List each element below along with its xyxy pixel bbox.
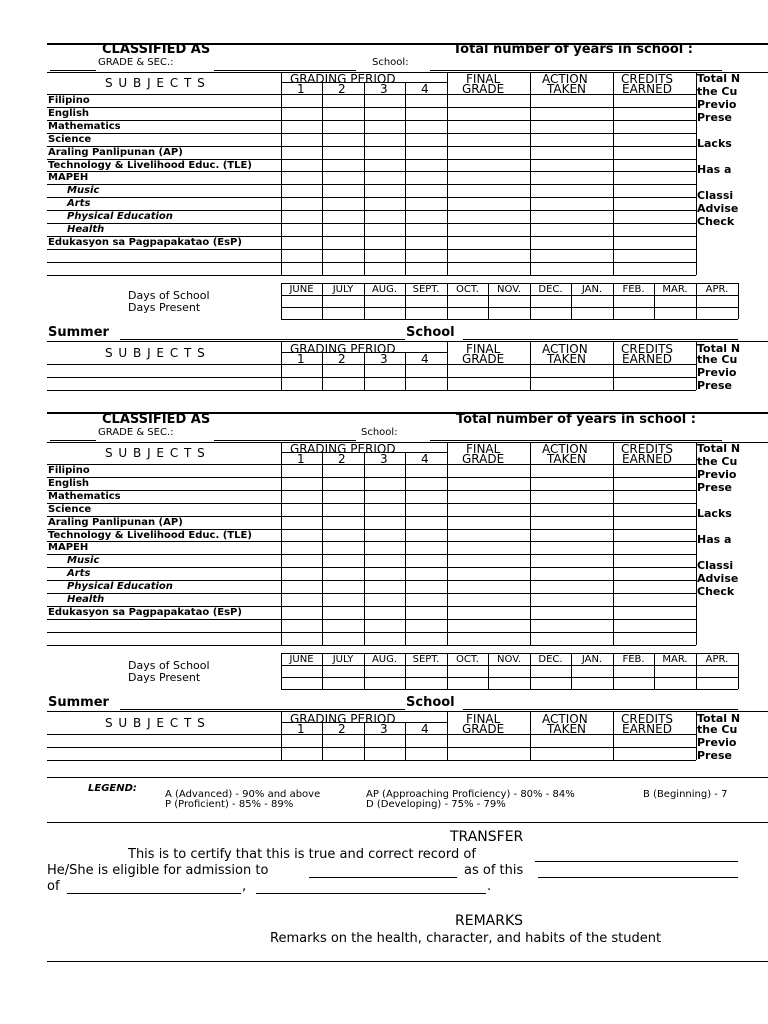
month-label: OCT. <box>456 284 479 295</box>
summer-col-line <box>530 341 531 390</box>
q3-header: 3 <box>380 452 388 466</box>
action-header-2: TAKEN <box>547 82 587 96</box>
rs-classified: Classi <box>697 559 734 572</box>
row-line <box>47 554 696 555</box>
summer-credits-2: EARNED <box>622 722 672 736</box>
col-line <box>281 442 282 645</box>
summer-credits-2: EARNED <box>622 352 672 366</box>
subject-label: Health <box>67 224 105 235</box>
subject-label: Music <box>67 185 100 196</box>
summer-final-1: FINAL <box>466 342 501 356</box>
summer-subjects-header: S U B J E C T S <box>105 716 206 730</box>
header-bottom-line <box>47 464 696 465</box>
summer-rs-total: Total N <box>697 712 741 725</box>
subject-label: Mathematics <box>48 491 121 502</box>
summer-row-2 <box>47 390 696 391</box>
rs-present: Prese <box>697 481 732 494</box>
subject-label: Arts <box>67 198 91 209</box>
final-header-2: GRADE <box>462 452 505 466</box>
subject-label: Technology & Livelihood Educ. (TLE) <box>48 530 252 541</box>
month-label: DEC. <box>538 654 563 665</box>
legend-d: D (Developing) - 75% - 79% <box>366 799 506 810</box>
summer-subjects-header: S U B J E C T S <box>105 346 206 360</box>
row-line <box>47 184 696 185</box>
credits-header-1: CREDITS <box>621 442 674 456</box>
summer-table-top <box>47 341 768 342</box>
of-line-1 <box>67 893 241 894</box>
summer-final-1: FINAL <box>466 712 501 726</box>
row-line <box>47 567 696 568</box>
summer-row-2 <box>47 760 696 761</box>
q1-header: 1 <box>297 452 305 466</box>
summer-row-1 <box>47 747 696 748</box>
summer-rs-present: Prese <box>697 749 732 762</box>
month-label: JAN. <box>581 284 603 295</box>
summer-q4: 4 <box>421 352 429 366</box>
col-line <box>405 452 406 645</box>
subject-label: MAPEH <box>48 172 89 183</box>
as-of-line <box>538 877 738 878</box>
row-line <box>47 593 696 594</box>
summer-school-line <box>463 709 738 710</box>
subject-label: Filipino <box>48 465 90 476</box>
total-years-label: Total number of years in school : <box>453 42 693 57</box>
summer-grading-header: GRADING PERIOD <box>290 712 396 726</box>
action-header-2: TAKEN <box>547 452 587 466</box>
month-label: APR. <box>705 654 729 665</box>
summer-col-line <box>405 352 406 390</box>
summer-action-2: TAKEN <box>547 722 587 736</box>
summer-line <box>120 709 405 710</box>
school-line <box>430 70 722 71</box>
month-bottom-line <box>281 689 738 690</box>
summer-q3: 3 <box>380 352 388 366</box>
row-line <box>47 197 696 198</box>
legend-p: P (Proficient) - 85% - 89% <box>165 799 294 810</box>
summer-label: Summer <box>48 695 109 710</box>
col-line <box>322 82 323 275</box>
row-line <box>47 477 696 478</box>
rs-present: Prese <box>697 111 732 124</box>
row-line <box>47 503 696 504</box>
row-line <box>47 107 696 108</box>
row-line <box>47 645 696 646</box>
summer-col-line <box>281 711 282 760</box>
row-line <box>47 133 696 134</box>
month-label: SEPT. <box>412 284 440 295</box>
summer-q1: 1 <box>297 722 305 736</box>
grade-sec-line <box>214 70 356 71</box>
subject-label: Health <box>67 594 105 605</box>
col-line <box>530 442 531 645</box>
col-line <box>322 452 323 645</box>
summer-label: Summer <box>48 325 109 340</box>
month-mid-line <box>281 665 738 666</box>
col-line <box>364 452 365 645</box>
transfer-title: TRANSFER <box>450 829 524 845</box>
month-label: MAR. <box>662 654 688 665</box>
final-header-1: FINAL <box>466 72 501 86</box>
legend-b: B (Beginning) - 7 <box>643 789 728 800</box>
summer-action-2: TAKEN <box>547 352 587 366</box>
summer-school-label: School <box>406 325 455 340</box>
summer-final-2: GRADE <box>462 352 505 366</box>
of-line-2 <box>256 893 486 894</box>
school-line-2 <box>430 440 722 441</box>
rs-total: Total N <box>697 72 741 85</box>
subject-label: Araling Panlipunan (AP) <box>48 517 183 528</box>
subject-label: Music <box>67 555 100 566</box>
summer-rs-curriculum: the Cu <box>697 723 738 736</box>
row-line <box>47 120 696 121</box>
subject-label: Filipino <box>48 95 90 106</box>
subject-label: Edukasyon sa Pagpapakatao (EsP) <box>48 237 242 248</box>
rs-previous: Previo <box>697 468 737 481</box>
rs-total: Total N <box>697 442 741 455</box>
month-label: JULY <box>332 284 354 295</box>
rs-previous: Previo <box>697 98 737 111</box>
month-label: AUG. <box>371 284 398 295</box>
summer-rs-curriculum: the Cu <box>697 353 738 366</box>
summer-col-line <box>613 341 614 390</box>
month-label: JULY <box>332 654 354 665</box>
subject-label: Science <box>48 504 92 515</box>
q1-header: 1 <box>297 82 305 96</box>
credits-header-2: EARNED <box>622 82 672 96</box>
row-line <box>47 632 696 633</box>
grading-period-header: GRADING PERIOD <box>290 442 396 456</box>
summer-school-label: School <box>406 695 455 710</box>
credits-header-2: EARNED <box>622 452 672 466</box>
summer-grading-header: GRADING PERIOD <box>290 342 396 356</box>
rs-checked: Check <box>697 585 735 598</box>
col-line <box>447 442 448 645</box>
summer-col-line <box>613 711 614 760</box>
grade-line <box>50 70 96 71</box>
classified-as-label: CLASSIFIED AS <box>102 42 211 57</box>
rs-adviser: Advise <box>697 572 739 585</box>
summer-rs-previous: Previo <box>697 736 737 749</box>
summer-rs-present: Prese <box>697 379 732 392</box>
subject-label: Araling Panlipunan (AP) <box>48 147 183 158</box>
final-header-2: GRADE <box>462 82 505 96</box>
col-line <box>613 72 614 275</box>
subject-label: English <box>48 108 90 119</box>
summer-hdr-bottom <box>47 734 696 735</box>
transfer-line2a: He/She is eligible for admission to <box>47 863 269 878</box>
header-bottom-line <box>47 94 696 95</box>
summer-col-line <box>364 352 365 390</box>
subjects-header: S U B J E C T S <box>105 76 206 90</box>
month-col-line <box>738 283 739 319</box>
month-label: SEPT. <box>412 654 440 665</box>
row-line <box>47 619 696 620</box>
month-label: JAN. <box>581 654 603 665</box>
month-mid2-line <box>281 677 738 678</box>
summer-col-line <box>322 352 323 390</box>
month-label: OCT. <box>456 654 479 665</box>
transfer-of: of <box>47 879 60 894</box>
transfer-period: . <box>487 879 492 894</box>
col-line <box>530 72 531 275</box>
row-line <box>47 223 696 224</box>
row-line <box>47 262 696 263</box>
summer-col-line <box>405 722 406 760</box>
grade-line-2 <box>50 440 96 441</box>
rs-curriculum: the Cu <box>697 85 738 98</box>
subject-label: Arts <box>67 568 91 579</box>
classified-as-label-2: CLASSIFIED AS <box>102 412 211 427</box>
action-header-1: ACTION <box>542 442 588 456</box>
summer-col-line <box>447 711 448 760</box>
transfer-line2b: as of this <box>464 863 524 878</box>
summer-table-top <box>47 711 768 712</box>
summer-row-1 <box>47 377 696 378</box>
transfer-comma: , <box>242 879 247 894</box>
q4-header: 4 <box>421 452 429 466</box>
summer-school-line <box>463 339 738 340</box>
subject-label: Mathematics <box>48 121 121 132</box>
grade-sec-line-2 <box>214 440 356 441</box>
q2-header: 2 <box>338 452 346 466</box>
rs-checked: Check <box>697 215 735 228</box>
total-years-label-2: Total number of years in school : <box>456 412 696 427</box>
action-header-1: ACTION <box>542 72 588 86</box>
final-header-1: FINAL <box>466 442 501 456</box>
q2-header: 2 <box>338 82 346 96</box>
col-line <box>405 82 406 275</box>
subject-label: Science <box>48 134 92 145</box>
admission-line <box>309 877 457 878</box>
rs-classified: Classi <box>697 189 734 202</box>
grading-period-header: GRADING PERIOD <box>290 72 396 86</box>
summer-credits-1: CREDITS <box>621 342 674 356</box>
month-mid-line <box>281 295 738 296</box>
subject-label: English <box>48 478 90 489</box>
days-of-school-label: Days of School <box>128 659 210 672</box>
col-line <box>364 82 365 275</box>
summer-final-2: GRADE <box>462 722 505 736</box>
month-mid2-line <box>281 307 738 308</box>
month-label: FEB. <box>622 284 645 295</box>
subject-label: Technology & Livelihood Educ. (TLE) <box>48 160 252 171</box>
grade-sec-label-2: GRADE & SEC.: <box>98 427 174 438</box>
summer-credits-1: CREDITS <box>621 712 674 726</box>
credits-header-1: CREDITS <box>621 72 674 86</box>
row-line <box>47 490 696 491</box>
subject-label: Physical Education <box>67 581 173 592</box>
days-present-label: Days Present <box>128 671 201 684</box>
rs-adviser: Advise <box>697 202 739 215</box>
row-line <box>47 171 696 172</box>
summer-q4: 4 <box>421 722 429 736</box>
transfer-line1: This is to certify that this is true and correct record of <box>128 847 476 862</box>
row-line <box>47 541 696 542</box>
summer-col-line <box>322 722 323 760</box>
school-label-2: School: <box>361 427 398 438</box>
q4-header: 4 <box>421 82 429 96</box>
subject-label: MAPEH <box>48 542 89 553</box>
summer-col-line <box>364 722 365 760</box>
col-line <box>613 442 614 645</box>
remarks-line <box>47 961 768 962</box>
row-line <box>47 275 696 276</box>
month-label: NOV. <box>497 654 521 665</box>
summer-action-1: ACTION <box>542 712 588 726</box>
row-line <box>47 249 696 250</box>
legend-title: LEGEND: <box>88 783 137 794</box>
month-label: AUG. <box>371 654 398 665</box>
days-present-label: Days Present <box>128 301 201 314</box>
summer-q3: 3 <box>380 722 388 736</box>
remarks-title: REMARKS <box>455 913 524 929</box>
subject-label: Edukasyon sa Pagpapakatao (EsP) <box>48 607 242 618</box>
summer-q2: 2 <box>338 722 346 736</box>
subjects-header: S U B J E C T S <box>105 446 206 460</box>
col-line <box>447 72 448 275</box>
month-label: DEC. <box>538 284 563 295</box>
month-col-line <box>738 653 739 689</box>
summer-hdr-bottom <box>47 364 696 365</box>
school-label: School: <box>372 57 409 68</box>
rs-curriculum: the Cu <box>697 455 738 468</box>
month-label: MAR. <box>662 284 688 295</box>
month-label: JUNE <box>289 654 314 665</box>
legend-ap: AP (Approaching Proficiency) - 80% - 84% <box>366 789 575 800</box>
month-bottom-line <box>281 319 738 320</box>
subject-label: Physical Education <box>67 211 173 222</box>
summer-q2: 2 <box>338 352 346 366</box>
summer-rs-previous: Previo <box>697 366 737 379</box>
col-line <box>281 72 282 275</box>
rs-has: Has a <box>697 533 732 546</box>
legend-a: A (Advanced) - 90% and above <box>165 789 321 800</box>
summer-col-line <box>530 711 531 760</box>
remarks-text: Remarks on the health, character, and habits of the student <box>270 931 662 946</box>
summer-q1: 1 <box>297 352 305 366</box>
q3-header: 3 <box>380 82 388 96</box>
month-label: JUNE <box>289 284 314 295</box>
summer-rs-total: Total N <box>697 342 741 355</box>
rs-lacks: Lacks <box>697 507 732 520</box>
days-of-school-label: Days of School <box>128 289 210 302</box>
month-label: FEB. <box>622 654 645 665</box>
summer-col-line <box>281 341 282 390</box>
grade-sec-label: GRADE & SEC.: <box>98 57 174 68</box>
summer-action-1: ACTION <box>542 342 588 356</box>
legend-top-rule <box>47 777 768 778</box>
month-label: NOV. <box>497 284 521 295</box>
record-of-line <box>535 861 738 862</box>
summer-col-line <box>447 341 448 390</box>
rs-lacks: Lacks <box>697 137 732 150</box>
summer-line <box>120 339 405 340</box>
month-label: APR. <box>705 284 729 295</box>
rs-has: Has a <box>697 163 732 176</box>
legend-bottom-rule <box>47 822 768 823</box>
